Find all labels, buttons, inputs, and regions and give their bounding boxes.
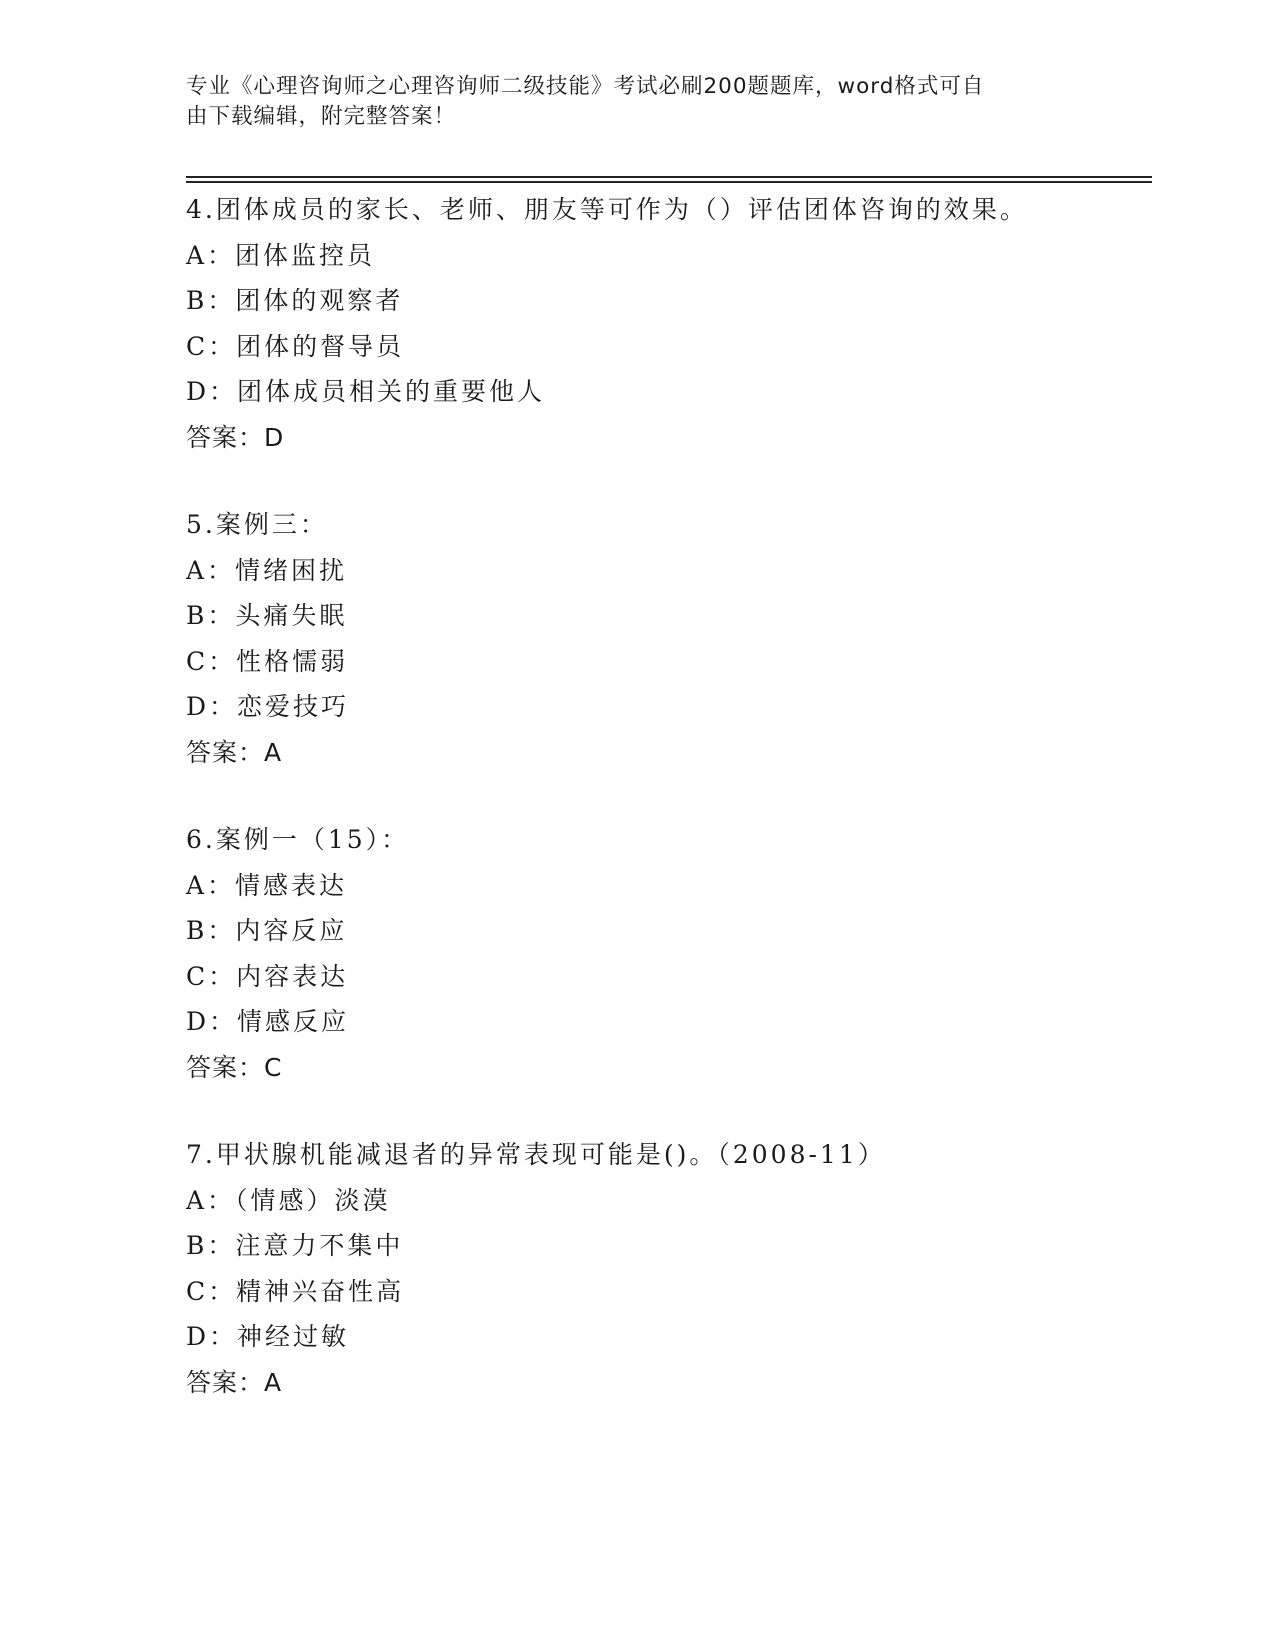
option-b: B：内容反应 — [186, 916, 348, 945]
question-stem: 7.甲状腺机能减退者的异常表现可能是()。（2008-11） — [186, 1140, 886, 1169]
option-d: D：情感反应 — [186, 1007, 350, 1036]
option-d: D：恋爱技巧 — [186, 692, 350, 721]
answer-line: 答案：A — [186, 737, 283, 767]
question-item — [186, 1132, 1152, 1405]
question-stem: 6.案例一（15）： — [186, 825, 410, 854]
answer-line: 答案：A — [186, 1367, 283, 1397]
question-item — [186, 817, 1152, 1090]
option-d: D：神经过敏 — [186, 1322, 350, 1351]
option-b: B：注意力不集中 — [186, 1231, 404, 1260]
option-a: A：团体监控员 — [186, 240, 376, 270]
option-c: C：性格懦弱 — [186, 646, 349, 676]
option-a: A：情绪困扰 — [186, 555, 348, 585]
option-b: B：团体的观察者 — [186, 286, 404, 315]
question-stem: 5.案例三： — [186, 510, 328, 539]
option-b: B：头痛失眠 — [186, 601, 348, 630]
option-c: C：内容表达 — [186, 961, 349, 991]
question-item — [186, 502, 1152, 775]
question-list — [186, 187, 1152, 1447]
header-line-1: 专业《心理咨询师之心理咨询师二级技能》考试必刷200题题库，word格式可自 — [186, 74, 985, 99]
option-a: A：（情感）淡漠 — [186, 1185, 391, 1215]
option-c: C：团体的督导员 — [186, 331, 405, 361]
header-divider-bottom — [186, 181, 1152, 183]
header-divider-top — [186, 176, 1152, 178]
option-c: C：精神兴奋性高 — [186, 1276, 405, 1306]
question-item — [186, 187, 1152, 460]
answer-line: 答案：D — [186, 422, 285, 452]
answer-line: 答案：C — [186, 1052, 283, 1082]
option-a: A：情感表达 — [186, 870, 348, 900]
option-d: D：团体成员相关的重要他人 — [186, 377, 546, 406]
header-line-2: 由下载编辑，附完整答案！ — [186, 104, 457, 129]
document-header — [186, 72, 1066, 132]
question-stem: 4.团体成员的家长、老师、朋友等可作为（）评估团体咨询的效果。 — [186, 195, 1028, 224]
